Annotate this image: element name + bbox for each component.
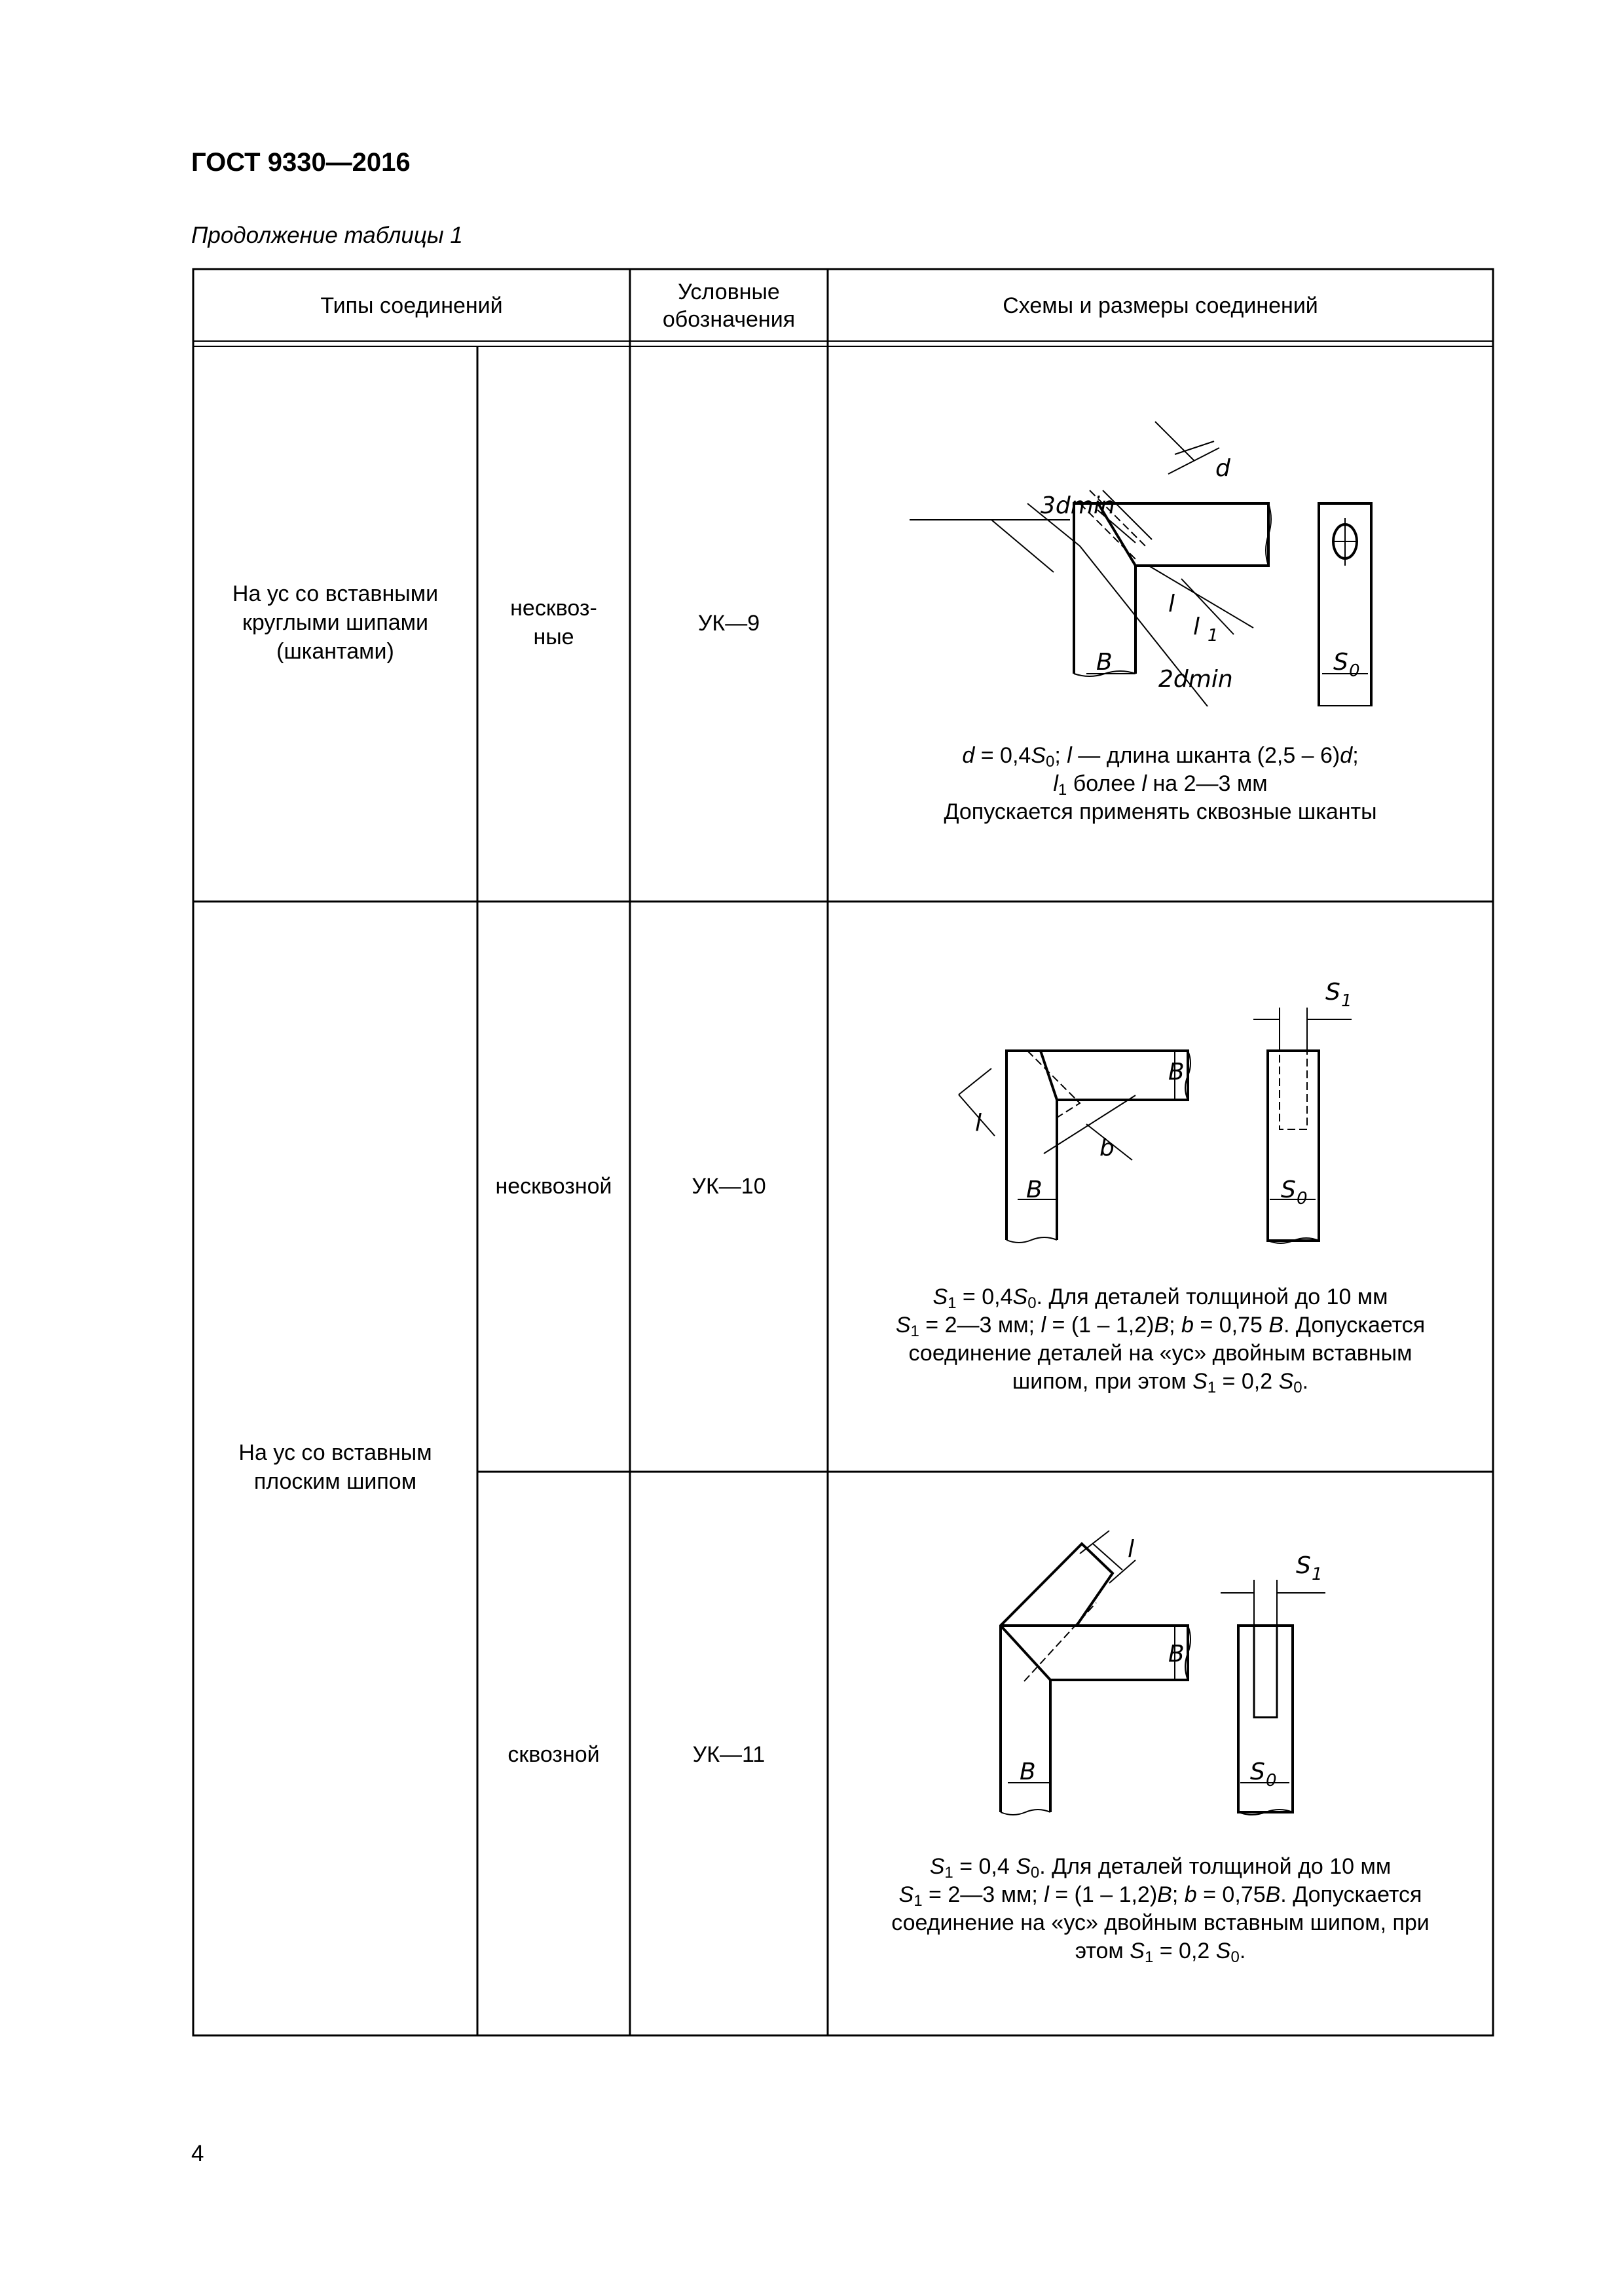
note-var: S bbox=[1192, 1369, 1208, 1394]
note-line: соединение на «ус» двойным вставным шипом, при bbox=[891, 1910, 1430, 1935]
joint-code: УК—10 bbox=[692, 1174, 766, 1199]
note-var: S bbox=[898, 1882, 914, 1907]
dim-label: 1 bbox=[1312, 1565, 1323, 1584]
note-var: S bbox=[895, 1313, 911, 1338]
note-var: l bbox=[1067, 743, 1072, 768]
joint-code: УК—9 bbox=[697, 611, 760, 636]
joint-subtype-cell: несквозной bbox=[495, 1174, 612, 1199]
joint-code: УК—11 bbox=[692, 1742, 766, 1767]
note-var: B bbox=[1154, 1313, 1170, 1338]
note-var: S bbox=[1031, 743, 1046, 768]
note-sub: 1 bbox=[1207, 1379, 1217, 1396]
dim-label: S bbox=[1325, 979, 1340, 1006]
note-text: = 2—3 мм; bbox=[922, 1882, 1044, 1907]
note-var: S bbox=[1016, 1854, 1031, 1879]
dim-label: S bbox=[1281, 1176, 1296, 1203]
note-text: = 0,4 bbox=[974, 743, 1031, 768]
document-code: ГОСТ 9330—2016 bbox=[191, 148, 411, 177]
dim-label: l bbox=[1128, 1536, 1135, 1563]
dim-label: 1 bbox=[1208, 626, 1219, 646]
dim-label: S bbox=[1296, 1552, 1311, 1579]
joint-type-line: круглыми шипами bbox=[242, 610, 429, 635]
header-schemes: Схемы и размеры соединений bbox=[1003, 293, 1318, 318]
dim-label: 0 bbox=[1266, 1771, 1277, 1791]
note-text: = (1 – 1,2) bbox=[1046, 1313, 1154, 1338]
note-sub: 1 bbox=[1144, 1948, 1154, 1966]
note-var: l bbox=[1053, 771, 1058, 796]
note-sub: 1 bbox=[948, 1294, 957, 1312]
dim-label: 2dmin bbox=[1158, 666, 1233, 693]
note-sub: 0 bbox=[1027, 1294, 1037, 1312]
joint-type-cell bbox=[193, 579, 477, 666]
note-text: = 2—3 мм; bbox=[919, 1313, 1041, 1338]
note-text: более bbox=[1067, 771, 1142, 796]
dim-label: 3dmin bbox=[1041, 492, 1115, 519]
note-sub: 0 bbox=[1045, 753, 1055, 771]
dim-label: 0 bbox=[1349, 661, 1360, 681]
note-sub: 0 bbox=[1230, 1948, 1240, 1966]
table-caption: Продолжение таблицы 1 bbox=[191, 223, 463, 248]
dim-label: B bbox=[1168, 1641, 1185, 1667]
note-text: — длина шканта (2,5 – 6) bbox=[1071, 743, 1340, 768]
note-text: ; bbox=[1172, 1882, 1185, 1907]
joint-subtype-line: несквоз- bbox=[510, 596, 597, 621]
note-sub: 1 bbox=[913, 1892, 923, 1910]
header-designation-line: Условные bbox=[678, 280, 780, 304]
note-var: S bbox=[932, 1285, 948, 1309]
header-designation bbox=[630, 278, 828, 333]
note-line bbox=[898, 1882, 1422, 1910]
joint-type-line: (шкантами) bbox=[276, 639, 394, 664]
note-line bbox=[929, 1854, 1392, 1882]
note-text: . Допускается bbox=[1280, 1882, 1422, 1907]
note-text: ; bbox=[1352, 743, 1359, 768]
dim-label: S bbox=[1333, 649, 1348, 676]
note-var: l bbox=[1044, 1882, 1049, 1907]
note-text: ; bbox=[1054, 743, 1067, 768]
note-line bbox=[962, 743, 1359, 771]
note-text: = 0,4 bbox=[956, 1285, 1013, 1309]
note-var: S bbox=[929, 1854, 945, 1879]
note-var: d bbox=[1340, 743, 1353, 768]
joint-type-line: На ус со вставными bbox=[232, 581, 439, 606]
dim-label: l bbox=[1168, 591, 1175, 617]
note-var: B bbox=[1268, 1313, 1284, 1338]
note-var: l bbox=[1141, 771, 1147, 796]
dim-label: l bbox=[1193, 613, 1200, 640]
note-var: S bbox=[1012, 1285, 1028, 1309]
dim-label: d bbox=[1215, 455, 1230, 482]
note-text: этом bbox=[1075, 1939, 1130, 1963]
note-var: S bbox=[1130, 1939, 1145, 1963]
header-designation-line: обозначения bbox=[662, 307, 796, 332]
note-var: B bbox=[1265, 1882, 1281, 1907]
joint-subtype-cell: сквозной bbox=[507, 1742, 600, 1767]
dim-label: b bbox=[1099, 1135, 1115, 1161]
note-text: = 0,2 bbox=[1153, 1939, 1216, 1963]
note-var: b bbox=[1184, 1882, 1197, 1907]
note-text: ; bbox=[1169, 1313, 1182, 1338]
dim-label: B bbox=[1096, 649, 1113, 676]
note-line: соединение деталей на «ус» двойным вставным bbox=[908, 1341, 1412, 1366]
note-text: = 0,75 bbox=[1193, 1313, 1269, 1338]
dim-label: B bbox=[1168, 1059, 1185, 1085]
joint-type-line: На ус со вставным bbox=[238, 1440, 432, 1465]
dim-label: B bbox=[1026, 1176, 1043, 1203]
note-text: . Для деталей толщиной до 10 мм bbox=[1036, 1285, 1388, 1309]
dim-label: 1 bbox=[1341, 991, 1352, 1011]
note-text: шипом, при этом bbox=[1012, 1369, 1193, 1394]
header-types: Типы соединений bbox=[320, 293, 503, 318]
note-line bbox=[1075, 1939, 1246, 1966]
note-sub: 1 bbox=[944, 1864, 953, 1882]
note-line: Допускается применять сквозные шканты bbox=[944, 799, 1377, 824]
joint-note bbox=[828, 1853, 1493, 1965]
note-var: S bbox=[1215, 1939, 1231, 1963]
note-var: d bbox=[962, 743, 975, 768]
note-line bbox=[932, 1285, 1388, 1312]
note-sub: 1 bbox=[910, 1322, 919, 1340]
note-text: . bbox=[1239, 1939, 1246, 1963]
note-text: = 0,4 bbox=[953, 1854, 1016, 1879]
note-sub: 0 bbox=[1030, 1864, 1040, 1882]
note-text: = 0,2 bbox=[1216, 1369, 1279, 1394]
joint-subtype-cell bbox=[477, 594, 630, 651]
dim-label: l bbox=[975, 1110, 982, 1137]
note-text: . Допускается bbox=[1283, 1313, 1426, 1338]
note-text: . bbox=[1302, 1369, 1309, 1394]
note-var: S bbox=[1278, 1369, 1294, 1394]
note-line bbox=[896, 1313, 1425, 1338]
note-var: b bbox=[1181, 1313, 1194, 1338]
joint-note bbox=[828, 742, 1493, 826]
scheme-uk10 bbox=[828, 902, 1493, 1262]
dim-label: S bbox=[1250, 1758, 1265, 1785]
joint-note bbox=[828, 1283, 1493, 1396]
note-var: l bbox=[1041, 1313, 1046, 1338]
note-sub: 1 bbox=[1058, 781, 1067, 799]
joint-type-line: плоским шипом bbox=[253, 1469, 417, 1494]
joint-subtype-line: ные bbox=[533, 625, 574, 649]
scheme-uk11 bbox=[828, 1472, 1493, 1838]
note-line bbox=[1012, 1369, 1308, 1394]
note-text: на 2—3 мм bbox=[1147, 771, 1268, 796]
note-text: = (1 – 1,2) bbox=[1048, 1882, 1158, 1907]
note-sub: 0 bbox=[1293, 1379, 1302, 1396]
scheme-uk9 bbox=[828, 346, 1493, 706]
note-text: = 0,75 bbox=[1196, 1882, 1266, 1907]
note-line bbox=[1053, 771, 1268, 799]
joint-type-cell bbox=[193, 1438, 477, 1496]
page-number: 4 bbox=[191, 2141, 204, 2166]
dim-label: B bbox=[1020, 1758, 1036, 1785]
dim-label: 0 bbox=[1297, 1189, 1308, 1209]
note-var: B bbox=[1157, 1882, 1172, 1907]
note-text: . Для деталей толщиной до 10 мм bbox=[1039, 1854, 1392, 1879]
